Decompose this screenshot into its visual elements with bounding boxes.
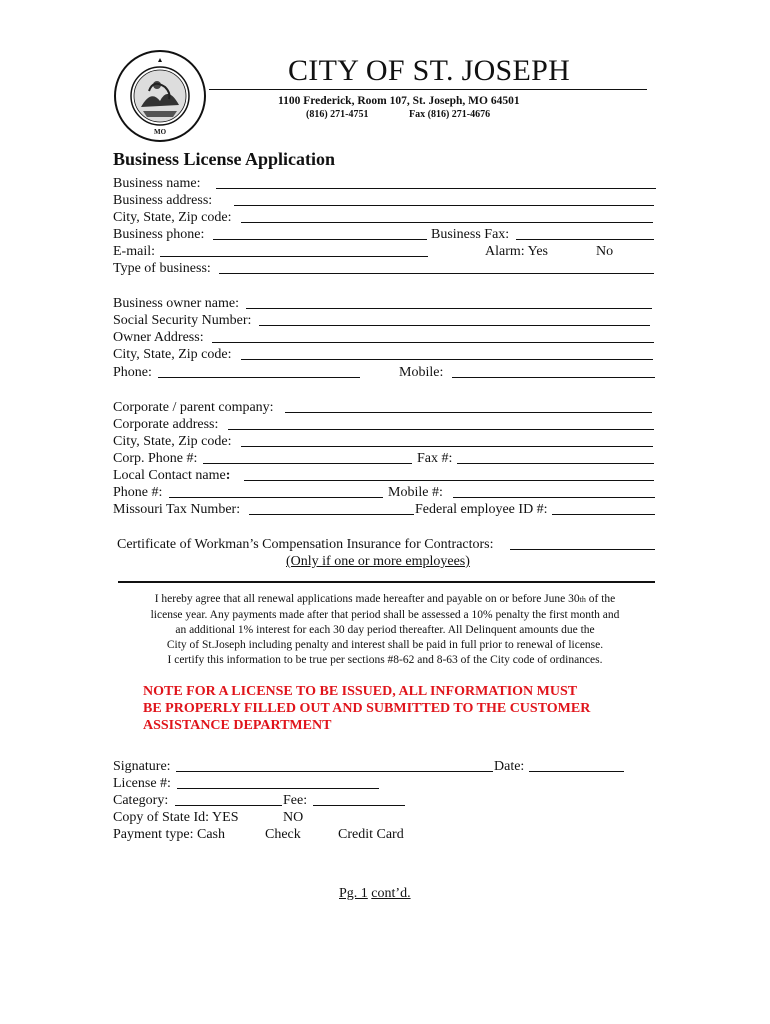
local-contact-field[interactable] <box>244 466 654 481</box>
local-contact-colon: : <box>225 468 231 483</box>
email-field[interactable] <box>160 242 428 257</box>
owner-mobile-field[interactable] <box>452 363 655 378</box>
owner-mobile-label: Mobile: <box>399 365 444 380</box>
corporate-address-field[interactable] <box>228 415 654 430</box>
business-city-field[interactable] <box>241 208 653 223</box>
owner-address-field[interactable] <box>212 328 654 343</box>
corporate-address-label: Corporate address: <box>113 417 219 432</box>
category-field[interactable] <box>175 791 282 806</box>
header-rule <box>209 89 647 90</box>
city-title: CITY OF ST. JOSEPH <box>288 54 571 87</box>
date-label: Date: <box>494 759 525 774</box>
ssn-label: Social Security Number: <box>113 313 252 328</box>
certificate-label: Certificate of Workman’s Compensation Insurance for Contractors: <box>117 537 494 552</box>
business-fax-field[interactable] <box>516 225 654 240</box>
page-number: Pg. 1 <box>339 886 368 901</box>
owner-city-field[interactable] <box>241 345 653 360</box>
form-title: Business License Application <box>113 149 336 169</box>
contact-phone-field[interactable] <box>169 483 383 498</box>
business-type-field[interactable] <box>219 259 654 274</box>
agreement-line-5: I certify this information to be true per sections #8-62 and 8-63 of the City code of ordinances. <box>167 654 603 666</box>
contact-mobile-field[interactable] <box>453 483 655 498</box>
business-address-label: Business address: <box>113 193 213 208</box>
business-name-field[interactable] <box>216 174 656 189</box>
business-city-label: City, State, Zip code: <box>113 210 232 225</box>
license-field[interactable] <box>177 774 379 789</box>
alarm-no-option[interactable]: No <box>596 244 614 259</box>
license-label: License #: <box>113 776 171 791</box>
city-phone: (816) 271-4751 <box>306 109 369 120</box>
certificate-field[interactable] <box>510 535 655 550</box>
owner-phone-field[interactable] <box>158 363 360 378</box>
local-contact-text: Local Contact name <box>113 468 226 483</box>
mo-tax-label: Missouri Tax Number: <box>113 502 241 517</box>
page-continued: cont’d. <box>371 886 411 901</box>
signature-label: Signature: <box>113 759 171 774</box>
page-footer <box>339 885 411 902</box>
business-address-field[interactable] <box>234 191 654 206</box>
owner-address-label: Owner Address: <box>113 330 204 345</box>
copy-state-id-no[interactable]: NO <box>283 810 304 825</box>
fee-label: Fee: <box>283 793 308 808</box>
business-name-label: Business name: <box>113 176 201 191</box>
agreement-line-1-b: of the <box>585 593 616 605</box>
corporate-company-field[interactable] <box>285 398 652 413</box>
mo-tax-field[interactable] <box>249 500 414 515</box>
agreement-line-1-sup: th <box>579 595 586 604</box>
corporate-city-label: City, State, Zip code: <box>113 434 232 449</box>
category-label: Category: <box>113 793 169 808</box>
alarm-yes-option[interactable]: Alarm: Yes <box>485 244 549 259</box>
agreement-line-4: City of St.Joseph including penalty and interest shall be paid in full prior to renewal of license. <box>166 639 604 651</box>
fed-id-label: Federal employee ID #: <box>415 502 548 517</box>
city-seal <box>113 49 207 143</box>
payment-cash-option[interactable]: Payment type: Cash <box>113 827 225 842</box>
note-line-3: ASSISTANCE DEPARTMENT <box>143 718 332 733</box>
note-line-2: BE PROPERLY FILLED OUT AND SUBMITTED TO THE CUSTOMER <box>143 701 591 716</box>
corp-phone-label: Corp. Phone #: <box>113 451 198 466</box>
section-divider <box>118 581 655 583</box>
seal-icon <box>113 49 207 143</box>
owner-name-label: Business owner name: <box>113 296 239 311</box>
signature-field[interactable] <box>176 757 493 772</box>
business-fax-label: Business Fax: <box>431 227 510 242</box>
owner-phone-label: Phone: <box>113 365 152 380</box>
date-field[interactable] <box>529 757 624 772</box>
business-phone-label: Business phone: <box>113 227 205 242</box>
city-address: 1100 Frederick, Room 107, St. Joseph, MO 64501 <box>278 95 520 107</box>
copy-state-id-yes[interactable]: Copy of State Id: YES <box>113 810 239 825</box>
corporate-city-field[interactable] <box>241 432 653 447</box>
corp-fax-label: Fax #: <box>417 451 453 466</box>
contact-phone-label: Phone #: <box>113 485 163 500</box>
local-contact-label <box>113 467 230 484</box>
svg-text:MO: MO <box>153 128 167 136</box>
note-line-1: NOTE FOR A LICENSE TO BE ISSUED, ALL INFORMATION MUST <box>143 684 578 699</box>
agreement-line-3: an additional 1% interest for each 30 day period thereafter. All Delinquent amounts due the <box>175 624 595 636</box>
agreement-line-2: license year. Any payments made after that period shall be assessed a 10% penalty the first month and <box>150 609 620 621</box>
agreement-line-1-a: I hereby agree that all renewal applications made hereafter and payable on or before June 30 <box>154 593 580 605</box>
ssn-field[interactable] <box>259 311 650 326</box>
corp-phone-field[interactable] <box>203 449 412 464</box>
corporate-company-label: Corporate / parent company: <box>113 400 274 415</box>
email-label: E-mail: <box>113 244 155 259</box>
payment-check-option[interactable]: Check <box>265 827 301 842</box>
fed-id-field[interactable] <box>552 500 655 515</box>
certificate-note: (Only if one or more employees) <box>286 554 470 569</box>
business-phone-field[interactable] <box>213 225 427 240</box>
owner-city-label: City, State, Zip code: <box>113 347 232 362</box>
city-fax: Fax (816) 271-4676 <box>409 109 491 120</box>
fee-field[interactable] <box>313 791 405 806</box>
payment-credit-option[interactable]: Credit Card <box>338 827 404 842</box>
contact-mobile-label: Mobile #: <box>388 485 443 500</box>
business-type-label: Type of business: <box>113 261 211 276</box>
agreement-line-1 <box>100 592 670 607</box>
corp-fax-field[interactable] <box>457 449 654 464</box>
owner-name-field[interactable] <box>246 294 652 309</box>
